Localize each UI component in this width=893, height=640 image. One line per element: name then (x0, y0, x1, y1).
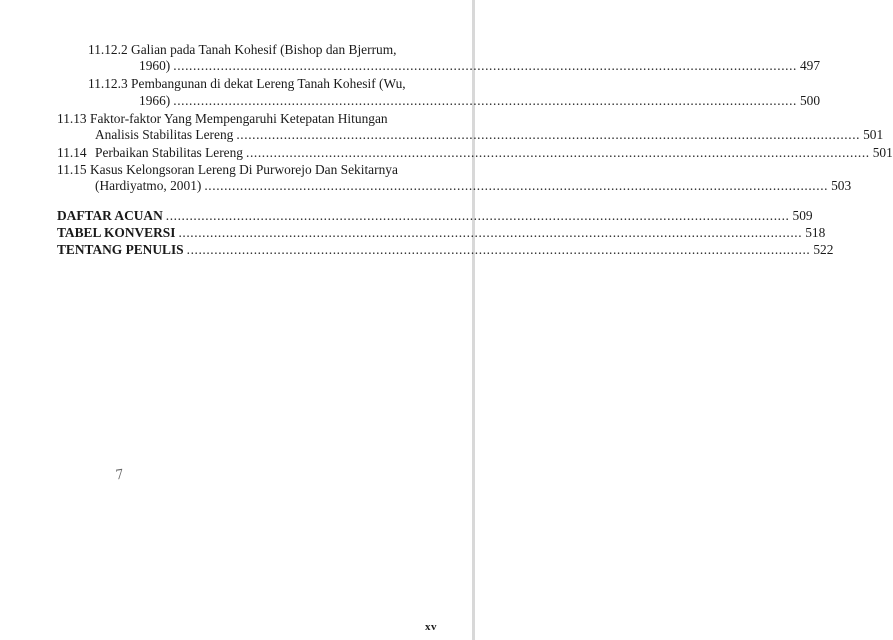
toc-entry-11-12-3-line2[interactable] (139, 93, 821, 109)
toc-tentang-penulis[interactable] (57, 242, 834, 258)
toc-section-title: TENTANG PENULIS (57, 242, 184, 257)
toc-page-number: 497 (799, 58, 821, 73)
toc-page-number: 500 (799, 93, 821, 108)
toc-title-continued: Analisis Stabilitas Lereng (95, 127, 234, 142)
leader-dots: .............................................................................................................................................................. (178, 225, 803, 240)
stray-pencil-mark: 7 (114, 466, 125, 484)
toc-page-number: 503 (831, 178, 852, 193)
toc-title-continued: 1960) (139, 58, 171, 73)
page-number: xv (425, 621, 437, 633)
toc-entry-11-14[interactable] (57, 145, 893, 161)
toc-page-number: 501 (872, 145, 893, 160)
toc-title: Perbaikan Stabilitas Lereng (95, 145, 243, 160)
toc-daftar-acuan[interactable] (57, 208, 813, 224)
toc-title: Galian pada Tanah Kohesif (Bishop dan Bjerrum, (131, 42, 397, 57)
leader-dots: .............................................................................................................................................................. (236, 127, 861, 142)
toc-entry-11-12-3-line1 (88, 76, 406, 92)
toc-entry-11-15-line1 (57, 162, 398, 178)
toc-section-title: TABEL KONVERSI (57, 225, 176, 240)
toc-number: 11.12.2 (88, 42, 128, 57)
toc-number: 11.14 (57, 145, 87, 160)
leader-dots: .............................................................................................................................................................. (173, 58, 797, 73)
toc-entry-11-13-line2[interactable] (95, 127, 884, 143)
leader-dots: .............................................................................................................................................................. (204, 178, 829, 193)
toc-page-number: 509 (792, 208, 813, 223)
toc-page-number: 522 (813, 242, 834, 257)
toc-title: Faktor-faktor Yang Mempengaruhi Ketepatan Hitungan (90, 111, 388, 126)
toc-title-continued: (Hardiyatmo, 2001) (95, 178, 202, 193)
leader-dots: .............................................................................................................................................................. (186, 242, 811, 257)
toc-page-number: 518 (805, 225, 826, 240)
leader-dots: .............................................................................................................................................................. (165, 208, 790, 223)
toc-tabel-konversi[interactable] (57, 225, 826, 241)
toc-title: Pembangunan di dekat Lereng Tanah Kohesif (Wu, (131, 76, 406, 91)
toc-number: 11.13 (57, 111, 87, 126)
toc-section-title: DAFTAR ACUAN (57, 208, 163, 223)
toc-entry-11-15-line2[interactable] (95, 178, 852, 194)
toc-number: 11.12.3 (88, 76, 128, 91)
toc-number: 11.15 (57, 162, 87, 177)
leader-dots: .............................................................................................................................................................. (246, 145, 870, 160)
toc-title-continued: 1966) (139, 93, 171, 108)
leader-dots: .............................................................................................................................................................. (173, 93, 797, 108)
toc-page-number: 501 (863, 127, 884, 142)
toc-entry-11-12-2-line1 (88, 42, 397, 58)
toc-entry-11-12-2-line2[interactable] (139, 58, 821, 74)
toc-title: Kasus Kelongsoran Lereng Di Purworejo Dan Sekitarnya (90, 162, 398, 177)
toc-entry-11-13-line1 (57, 111, 388, 127)
